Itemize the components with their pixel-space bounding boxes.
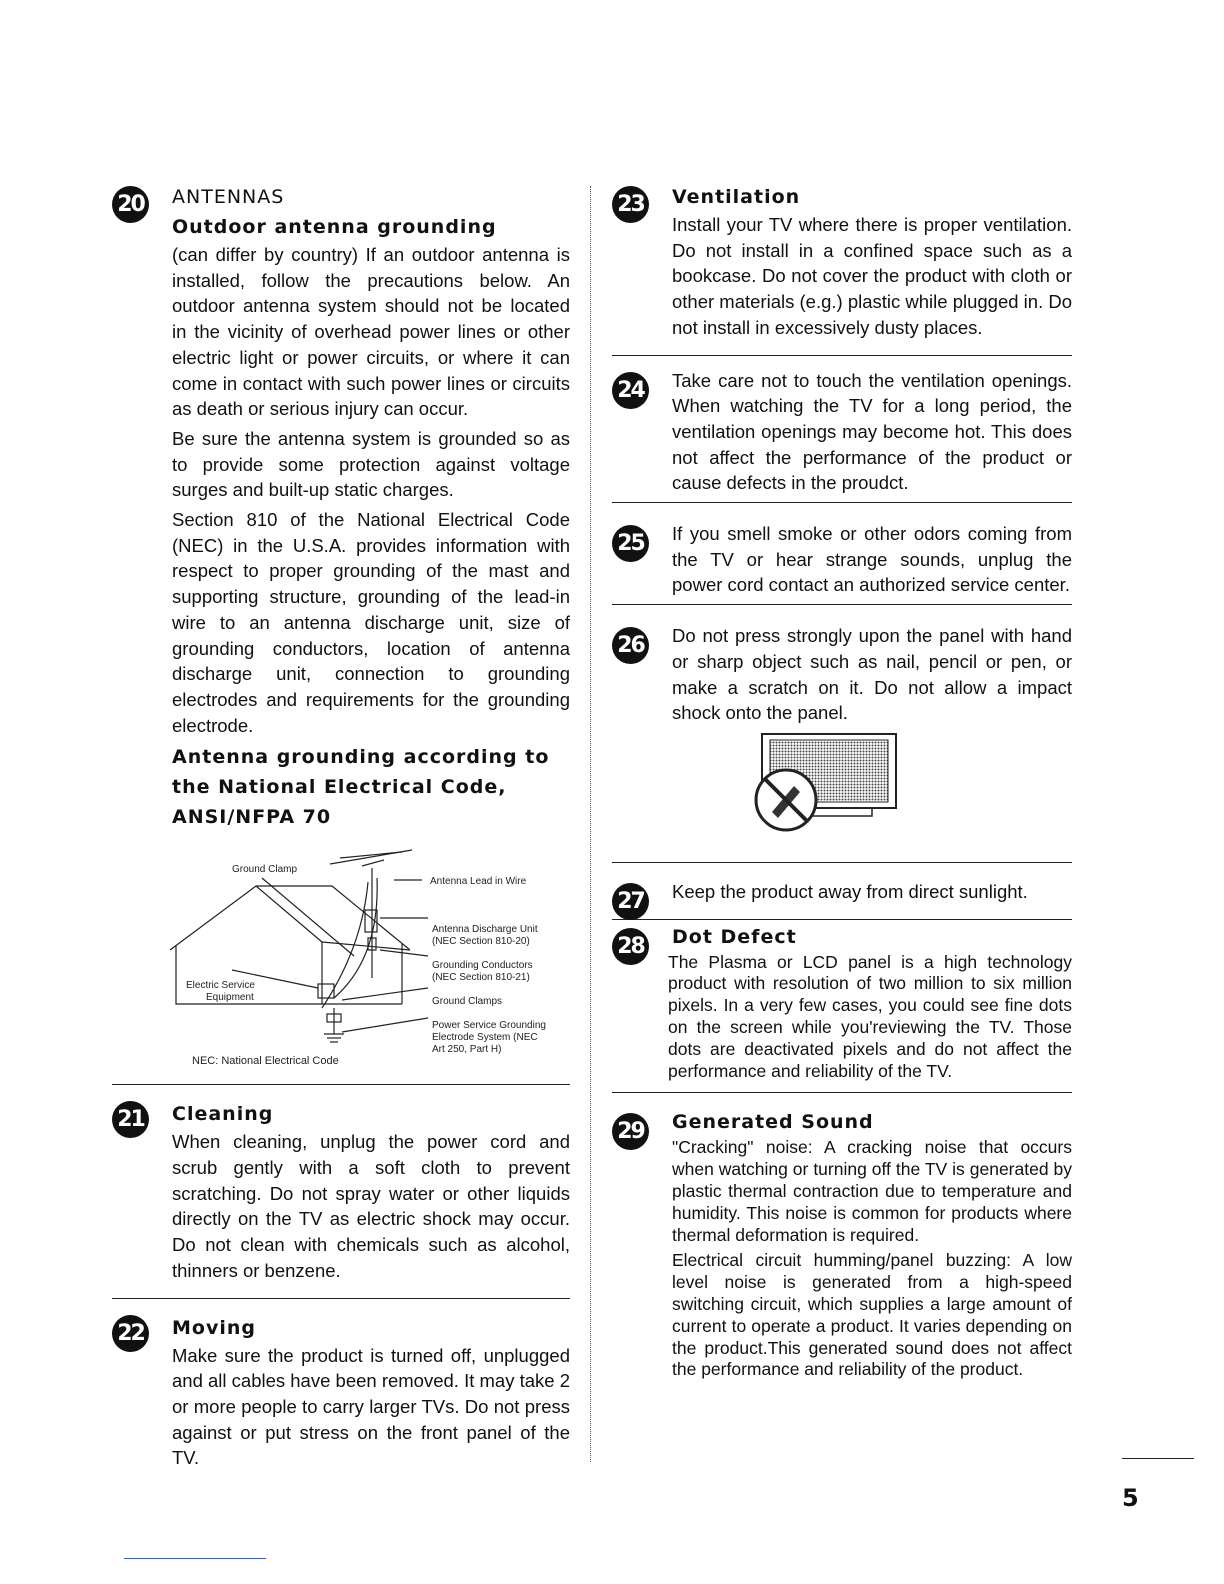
- section-dot-defect: [612, 922, 1072, 1083]
- divider: [612, 862, 1072, 863]
- section-title: Generated Sound: [672, 1111, 874, 1134]
- section-number-badge: 29: [612, 1113, 649, 1150]
- label-power-service: Power Service Grounding: [432, 1020, 546, 1032]
- figure-heading: Antenna grounding according to the National Electrical Code, ANSI/NFPA 70: [172, 746, 550, 829]
- paragraph: Be sure the antenna system is grounded so as to provide some protection against voltage surges and built-up static charges.: [172, 427, 570, 501]
- section-generated-sound: [612, 1107, 1072, 1381]
- column-separator: [590, 186, 591, 1462]
- paragraph: When cleaning, unplug the power cord and scrub gently with a soft cloth to prevent scratching. Do not spray water or other liquids directly on the TV as electric shock may occur. Do not clean with chemicals such as alcohol, thinners or benzene.: [172, 1131, 570, 1281]
- section-subtitle: Outdoor antenna grounding: [172, 216, 497, 238]
- footer-link-line: [124, 1558, 266, 1559]
- section-number-badge: 24: [612, 372, 649, 409]
- section-title: Cleaning: [172, 1103, 274, 1126]
- section-title: Moving: [172, 1316, 256, 1339]
- section-panel-pressure: [612, 623, 1072, 844]
- divider: [612, 502, 1072, 503]
- label-grounding-conductors: Grounding Conductors: [432, 960, 533, 972]
- section-number-badge: 25: [612, 525, 649, 562]
- section-moving: [112, 1313, 570, 1472]
- antenna-grounding-diagram: [112, 838, 570, 1078]
- paragraph: Install your TV where there is proper ventilation. Do not install in a confined space such as a bookcase. Do not cover the product with cloth or other materials (e.g.) plastic while plugged in. Do not install in excessively dusty places.: [672, 214, 1072, 338]
- section-ventilation: [612, 182, 1072, 341]
- label-ground-clamp: Ground Clamp: [232, 864, 298, 876]
- label-electric-service: Electric Service: [186, 980, 255, 992]
- label-power-service-2: Electrode System (NEC: [432, 1032, 538, 1044]
- section-sunlight: [612, 879, 1072, 914]
- divider: [612, 604, 1072, 605]
- label-ground-clamps: Ground Clamps: [432, 996, 503, 1008]
- label-lead-in-wire: Antenna Lead in Wire: [430, 876, 527, 888]
- label-nec: NEC: National Electrical Code: [192, 1055, 339, 1068]
- divider: [112, 1084, 570, 1085]
- page-number: 5: [1122, 1484, 1139, 1512]
- paragraph: Keep the product away from direct sunlight.: [672, 880, 1028, 902]
- section-title: ANTENNAS: [172, 186, 285, 208]
- section-number-badge: 27: [612, 883, 649, 920]
- page-number-rule: [1122, 1458, 1194, 1459]
- label-grounding-conductors-nec: (NEC Section 810-21): [432, 972, 530, 984]
- section-number-badge: 22: [112, 1315, 149, 1352]
- section-number-badge: 21: [112, 1101, 149, 1138]
- divider: [112, 1298, 570, 1299]
- paragraph: If you smell smoke or other odors coming from the TV or hear strange sounds, unplug the power cord contact an authorized service center.: [672, 523, 1072, 596]
- section-number-badge: 28: [612, 928, 649, 965]
- section-number-badge: 23: [612, 186, 649, 223]
- label-equipment: Equipment: [206, 992, 254, 1004]
- paragraph: "Cracking" noise: A cracking noise that occurs when watching or turning off the TV is generated by plastic thermal contraction due to temperature and humidity. This noise is common for products where thermal deformation is required.: [672, 1137, 1072, 1245]
- label-power-service-3: Art 250, Part H): [432, 1044, 502, 1056]
- section-title: Ventilation: [672, 186, 801, 208]
- section-ventilation-heat: [612, 368, 1072, 497]
- label-discharge-unit-nec: (NEC Section 810-20): [432, 936, 530, 948]
- divider: [612, 919, 1072, 920]
- section-cleaning: [112, 1099, 570, 1283]
- paragraph: Electrical circuit humming/panel buzzing: A low level noise is generated from a high-speed switching circuit, which supplies a large amount of current to operate a product. It varies depending on the product.This generated sound does not affect the performance and reliability of the product.: [672, 1250, 1072, 1380]
- divider: [612, 355, 1072, 356]
- paragraph: (can differ by country) If an outdoor antenna is installed, follow the precautions below. An outdoor antenna system should not be located in the vicinity of overhead power lines or other electric light or power circuits, or where it can come in contact with such power lines or circuits as death or serious injury can occur.: [172, 244, 570, 420]
- no-sharp-object-tv-illustration: [742, 732, 902, 844]
- paragraph: The Plasma or LCD panel is a high technology product with resolution of two million to six million pixels. In a very few cases, you could see fine dots on the screen while you'reviewing the TV. Those dots are deactivated pixels and do not affect the performance and reliability of the TV.: [668, 951, 1072, 1081]
- paragraph: Make sure the product is turned off, unplugged and all cables have been removed. It may take 2 or more people to carry larger TVs. Do not press against or put stress on the front panel of the TV.: [172, 1344, 570, 1469]
- paragraph: Do not press strongly upon the panel with hand or sharp object such as nail, pencil or pen, or make a scratch on it. Do not allow a impact shock onto the panel.: [672, 625, 1072, 724]
- section-smoke: [612, 521, 1072, 598]
- left-column: [112, 182, 570, 1475]
- label-discharge-unit: Antenna Discharge Unit: [432, 924, 538, 936]
- paragraph: Section 810 of the National Electrical Code (NEC) in the U.S.A. provides information with respect to proper grounding of the mast and supporting structure, grounding of the lead-in wire to an antenna discharge unit, size of grounding conductors, location of antenna discharge unit, connection to grounding electrodes and requirements for the grounding electrode.: [172, 509, 570, 736]
- section-number-badge: 26: [612, 627, 649, 664]
- divider: [612, 1092, 1072, 1093]
- section-number-badge: 20: [112, 186, 149, 223]
- paragraph: Take care not to touch the ventilation openings. When watching the TV for a long period, the ventilation openings may become hot. This does not affect the performance of the product or cause defects in the proudct.: [672, 369, 1072, 494]
- section-antennas: [112, 182, 570, 832]
- right-column: [612, 182, 1072, 1385]
- section-title: Dot Defect: [672, 925, 797, 948]
